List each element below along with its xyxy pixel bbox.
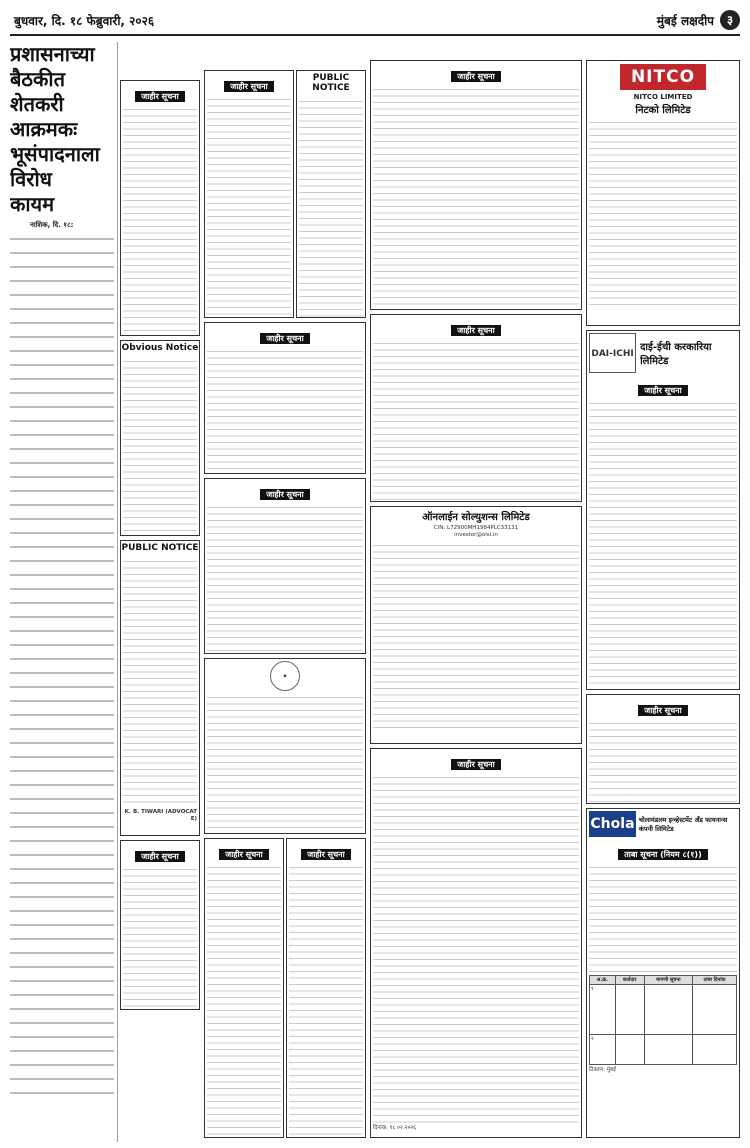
notice-body (589, 863, 737, 973)
notice-body (373, 339, 579, 502)
notice-col3-top (204, 70, 294, 318)
newspaper-name: मुंबई लक्षदीप (656, 14, 714, 28)
nitco-notice (586, 60, 740, 326)
online-solutions-notice (370, 506, 582, 744)
notice-place: ठिकाण: मुंबई (589, 1067, 616, 1073)
company-name: दाई-ईची करकारिया लिमिटेड (640, 342, 712, 367)
headline-line: भूसंपादनाला (10, 142, 100, 166)
notice-col4-bottom (370, 748, 582, 1138)
masthead (10, 8, 740, 36)
daiichi-logo: DAI-ICHI (589, 333, 636, 373)
signature: K. B. TIWARI (ADVOCATE) (124, 809, 197, 822)
notice-title: जाहीर सूचना (135, 851, 184, 862)
lead-story-body (10, 230, 114, 1100)
headline-line: विरोध (10, 167, 52, 191)
chola-possession-notice (586, 808, 740, 1138)
page-number: ३ (720, 10, 740, 30)
notice-title: जाहीर सूचना (638, 705, 687, 716)
table-header: कर्जदार (615, 976, 644, 985)
possession-table (589, 975, 737, 1065)
lead-story (10, 42, 114, 1142)
notice-title: जाहीर सूचना (451, 71, 500, 82)
notice-body (123, 105, 197, 335)
notice-column2-bottom (120, 840, 200, 1010)
notice-title: जाहीर सूचना (135, 91, 184, 102)
notice-body (589, 399, 737, 689)
company-name-en: NITCO LIMITED (633, 93, 693, 101)
headline-line: कायम (10, 192, 55, 216)
notice-col3-mid (204, 478, 366, 654)
table-header: ताबा दिनांक (693, 976, 737, 985)
notice-body (207, 347, 363, 474)
daiichi-notice (586, 330, 740, 690)
notice-title: जाहीर सूचना (260, 333, 309, 344)
notice-body (373, 773, 579, 1123)
emblem-notice (204, 658, 366, 834)
notice-title: जाहीर सूचना (451, 759, 500, 770)
company-name: चोलामंडलम इन्व्हेस्टमेंट अँड फायनान्स कंपनी लिमिटेड (638, 816, 728, 833)
notice-title: ताबा सूचना (नियम ८(१)) (618, 849, 708, 860)
nitco-logo: NITCO (620, 64, 706, 90)
company-email: investor@olsl.in (454, 532, 498, 538)
issue-date: बुधवार, दि. १८ फेब्रुवारी, २०२६ (14, 14, 155, 28)
notice-body (207, 693, 363, 828)
notice-title: PUBLIC NOTICE (312, 73, 350, 93)
notice-title: PUBLIC NOTICE (121, 543, 199, 553)
company-name-mr: निटको लिमिटेड (635, 105, 691, 116)
chola-logo: Chola (589, 811, 636, 837)
lead-story-dateline: नाशिक, दि. १८: (30, 221, 74, 229)
notice-title: जाहीर सूचना (301, 849, 350, 860)
table-row: १ (590, 985, 737, 1035)
notice-col4-top (370, 60, 582, 310)
table-row: २ (590, 1035, 737, 1065)
column-divider (117, 42, 118, 1142)
notice-column2-top (120, 80, 200, 336)
notice-body (123, 557, 197, 807)
lead-story-headline (10, 42, 114, 217)
notice-body (207, 95, 291, 318)
notice-body (299, 97, 363, 318)
notice-title: जाहीर सूचना (451, 325, 500, 336)
notice-title: जाहीर सूचना (219, 849, 268, 860)
notice-body (123, 357, 197, 536)
notice-body (207, 503, 363, 654)
notice-body (289, 863, 363, 1138)
notice-title: जाहीर सूचना (260, 489, 309, 500)
notice-body (589, 118, 737, 308)
notice-date: दिनांक: १८.०२.२०२६ (373, 1125, 417, 1131)
company-name: ऑनलाईन सोल्युशन्स लिमिटेड (422, 512, 530, 523)
notice-body (207, 863, 281, 1138)
notice-body (373, 85, 579, 310)
public-notice-col3 (296, 70, 366, 318)
table-header: मागणी सूचना (644, 976, 692, 985)
notice-title: Obvious Notice (121, 343, 199, 353)
notice-col4-mid (370, 314, 582, 502)
notice-title: जाहीर सूचना (638, 385, 687, 396)
notice-col3-wide (204, 322, 366, 474)
obvious-notice (120, 340, 200, 536)
table-header: अ.क्र. (590, 976, 616, 985)
notice-body (589, 719, 737, 804)
notice-col5-mid (586, 694, 740, 804)
headline-line: शेतकरी (10, 92, 64, 116)
headline-line: आक्रमकः (10, 117, 78, 141)
public-notice-col2 (120, 540, 200, 836)
headline-line: प्रशासनाच्या (10, 42, 95, 66)
notice-col3-bottom-left (204, 838, 284, 1138)
table-row (590, 976, 737, 985)
company-cin: CIN: L72900MH1984PLC33131 (433, 525, 519, 531)
notice-body (123, 865, 197, 1010)
notice-body (373, 541, 579, 731)
headline-line: बैठकीत (10, 67, 65, 91)
notice-col3-bottom-right (286, 838, 366, 1138)
notice-title: जाहीर सूचना (224, 81, 273, 92)
government-emblem-icon: ✦ (270, 661, 300, 691)
